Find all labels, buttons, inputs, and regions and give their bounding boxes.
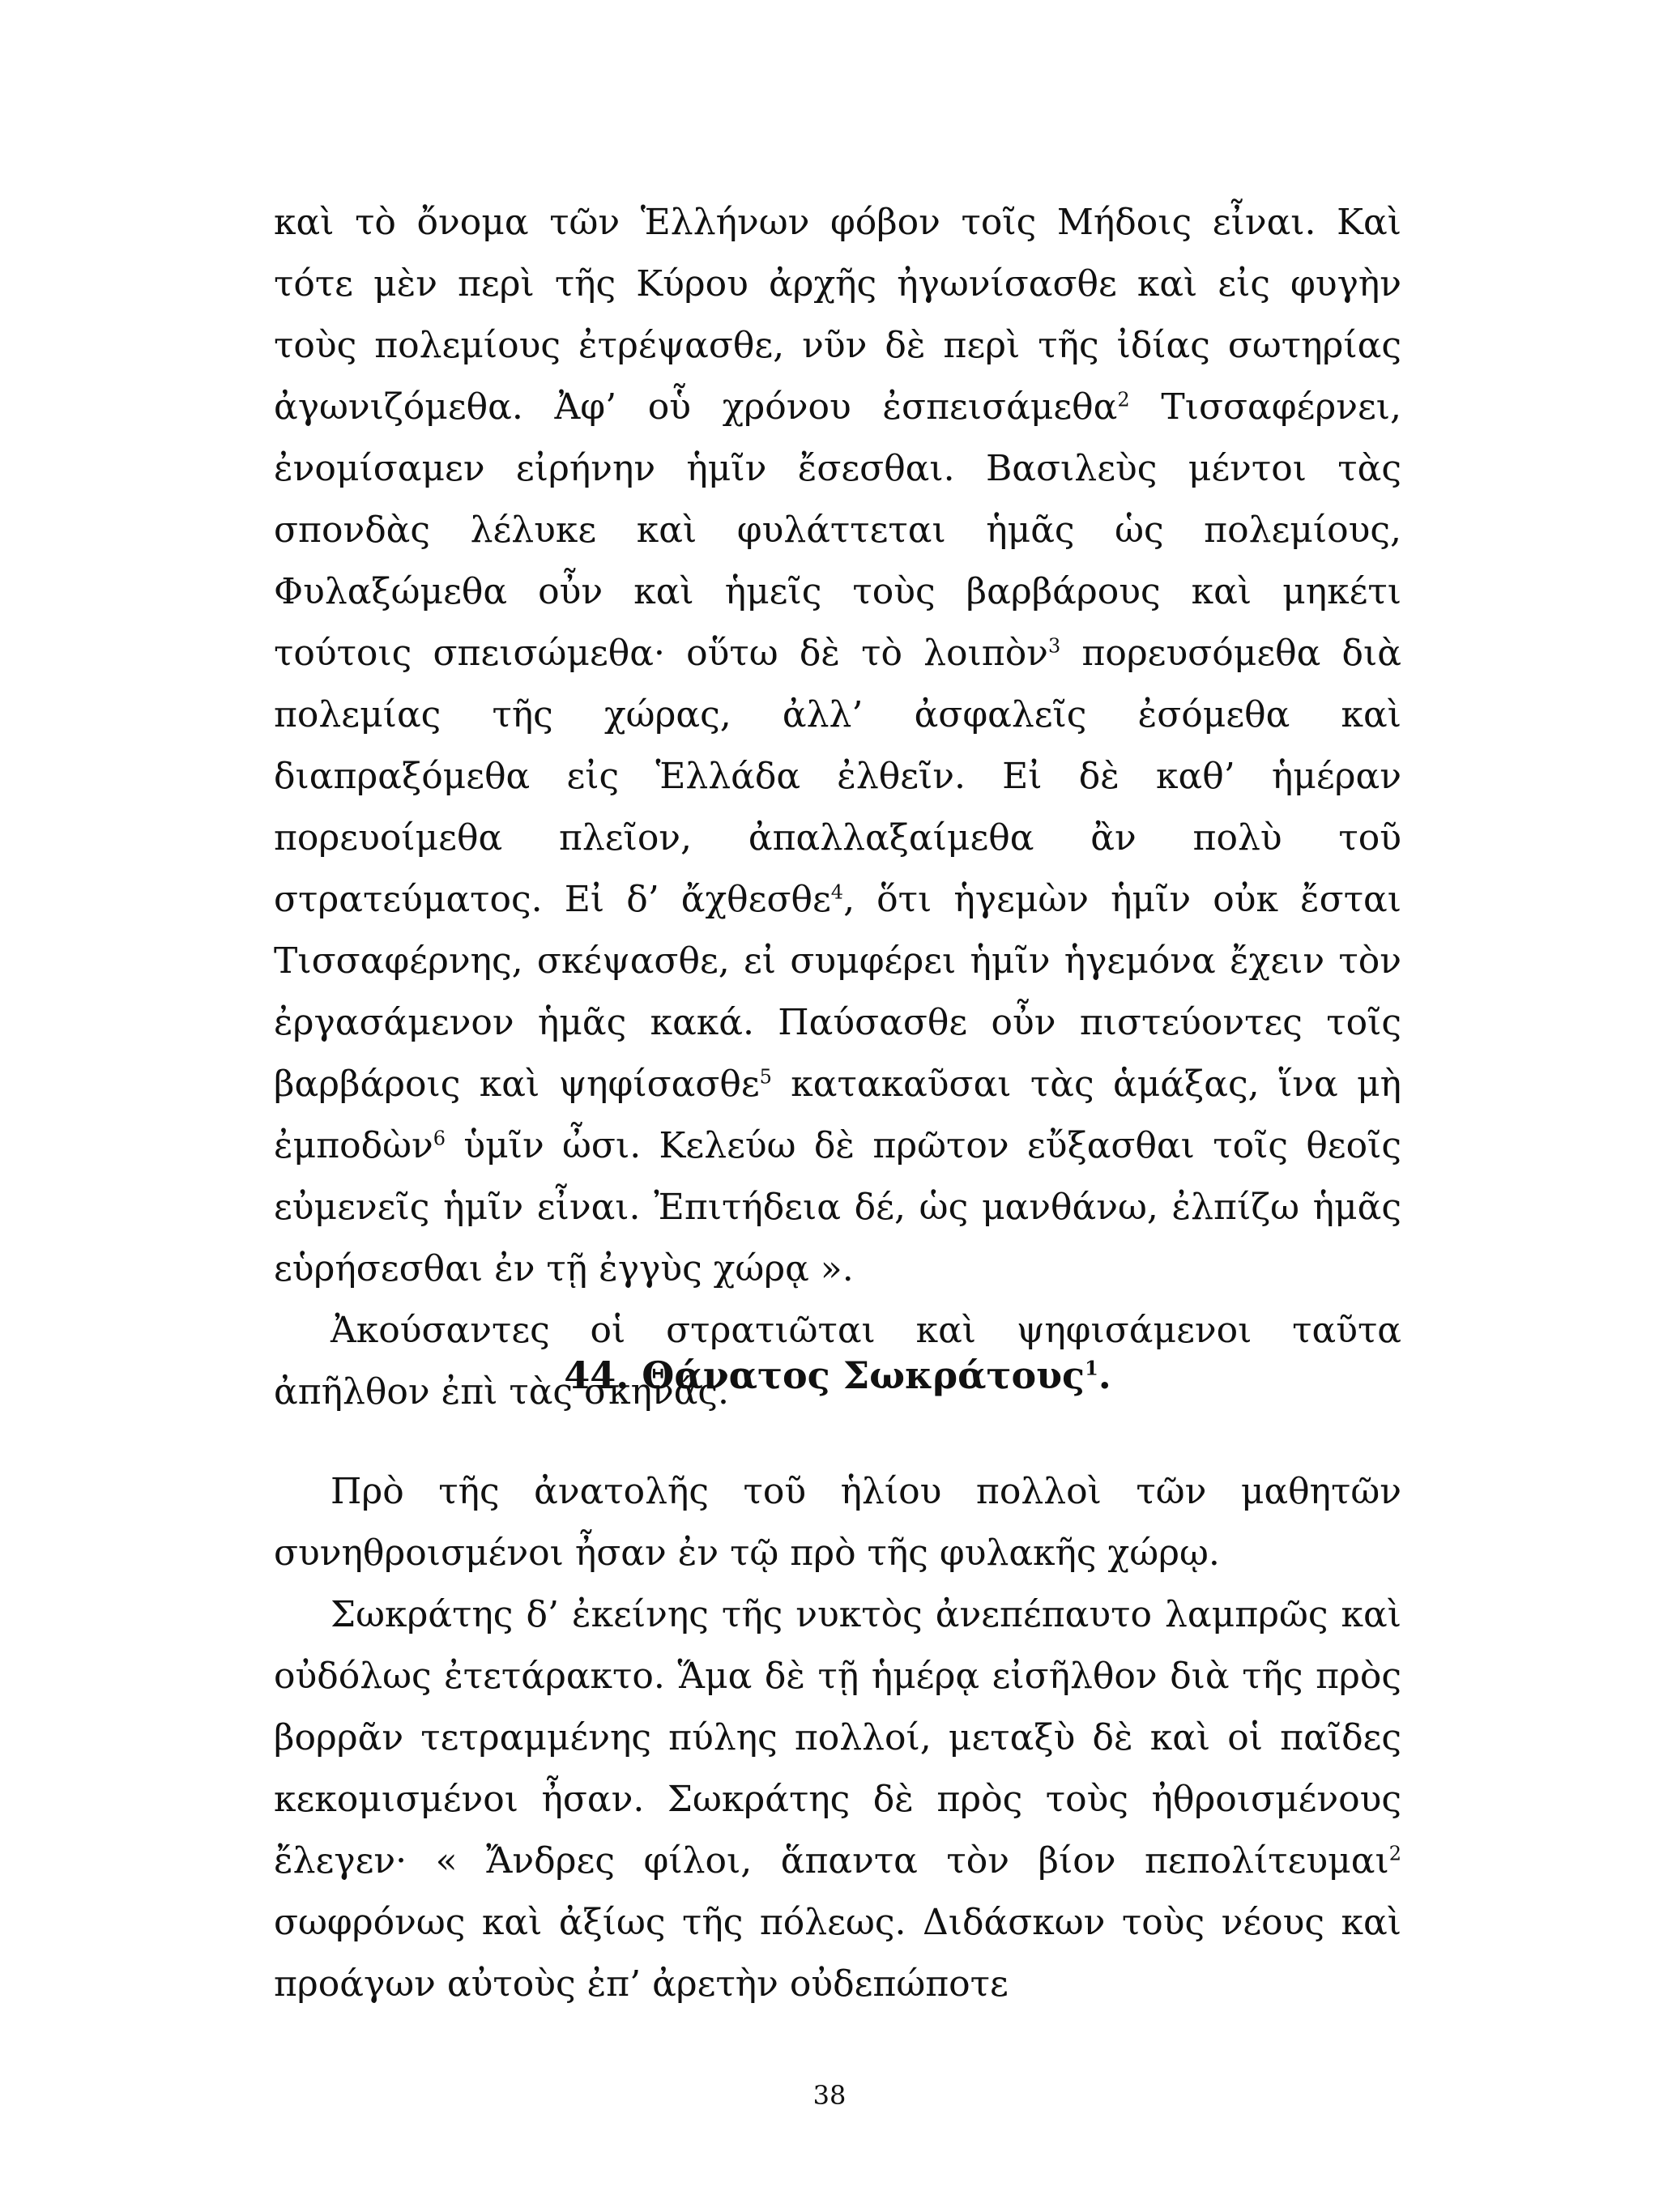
soldiers-paragraph: Ἀκούσαντες οἱ στρατιῶται καὶ ψηφισάμενοι ταῦτα ἀπῆλθον ἐπὶ τὰς σκηνάς. bbox=[274, 1310, 1401, 1413]
footnote-mark: 2 bbox=[1388, 1842, 1401, 1865]
section-title-end: . bbox=[1098, 1353, 1111, 1397]
footnote-mark: 2 bbox=[1117, 388, 1130, 411]
section-title-text: 44. Θάνατος Σωκράτους bbox=[564, 1353, 1085, 1397]
footnote-mark: 1 bbox=[1085, 1356, 1098, 1380]
footnote-mark: 5 bbox=[759, 1065, 772, 1089]
text-run: καὶ τὸ ὄνομα τῶν Ἑλλήνων φόβον τοῖς Μήδοις εἶναι. Καὶ τότε μὲν περὶ τῆς Κύρου ἀρχῆς ἠγωνίσασθε καὶ εἰς φυγὴν τοὺς πολεμίους ἐτρέψασθε, νῦν δὲ περὶ τῆς ἰδίας σωτηρίας ἀγωνιζόμεθα. Ἀφ’ οὗ χρόνου ἐσπεισάμεθα bbox=[274, 202, 1401, 428]
footnote-mark: 4 bbox=[830, 880, 844, 904]
text-run: σωφρόνως καὶ ἀξίως τῆς πόλεως. Διδάσκων τοὺς νέους καὶ προάγων αὐτοὺς ἐπ’ ἀρετὴν οὐδεπώποτε bbox=[274, 1902, 1401, 2005]
text-run: Τισσαφέρνει, ἐνομίσαμεν εἰρήνην ἡμῖν ἔσεσθαι. Βασιλεὺς μέντοι τὰς σπονδὰς λέλυκε καὶ φυλάττεται ἡμᾶς ὡς πολεμίους, Φυλαξώμεθα οὖν καὶ ἡμεῖς τοὺς βαρβάρους καὶ μηκέτι τούτοις σπεισώμεθα· οὕτω δὲ τὸ λοιπὸν bbox=[274, 386, 1401, 674]
footnote-mark: 3 bbox=[1047, 634, 1061, 658]
text-run: Σωκράτης δ’ ἐκείνης τῆς νυκτὸς ἀνεπέπαυτο λαμπρῶς καὶ οὐδόλως ἐτετάρακτο. Ἅμα δὲ τῇ ἡμέρᾳ εἰσῆλθον διὰ τῆς πρὸς βορρᾶν τετραμμένης πύλης πολλοί, μεταξὺ δὲ καὶ οἱ παῖδες κεκομισμένοι ἦσαν. Σωκράτης δὲ πρὸς τοὺς ἠθροισμένους ἔλεγεν· « Ἄνδρες φίλοι, ἅπαντα τὸν βίον πεπολίτευμαι bbox=[274, 1594, 1401, 1882]
socrates-paragraph bbox=[274, 1584, 1401, 2015]
text-run: κατακαῦσαι τὰς ἁμάξας, ἵνα μὴ ἐμποδὼν bbox=[274, 1063, 1401, 1166]
page-number: 38 bbox=[812, 2080, 847, 2111]
text-run: πορευσόμεθα διὰ πολεμίας τῆς χώρας, ἀλλ’ ἀσφαλεῖς ἐσόμεθα καὶ διαπραξόμεθα εἰς Ἑλλάδα ἐλθεῖν. Εἰ δὲ καθ’ ἡμέραν πορευοίμεθα πλεῖον, ἀπαλλαξαίμεθα ἂν πολὺ τοῦ στρατεύματος. Εἰ δ’ ἄχθεσθε bbox=[274, 633, 1401, 920]
footnote-mark: 6 bbox=[433, 1127, 446, 1150]
section-heading bbox=[274, 1345, 1401, 1406]
text-run: ὑμῖν ὦσι. Κελεύω δὲ πρῶτον εὔξασθαι τοῖς θεοῖς εὐμενεῖς ἡμῖν εἶναι. Ἐπιτήδεια δέ, ὡς μανθάνω, ἐλπίζω ἡμᾶς εὑρήσεσθαι ἐν τῇ ἐγγὺς χώρᾳ ». bbox=[274, 1125, 1401, 1289]
disciples-paragraph: Πρὸ τῆς ἀνατολῆς τοῦ ἡλίου πολλοὶ τῶν μαθητῶν συνηθροισμένοι ἦσαν ἐν τῷ πρὸ τῆς φυλακῆς χώρῳ. bbox=[274, 1471, 1401, 1574]
top-text-block bbox=[274, 192, 1401, 1423]
text-run: , ὅτι ἡγεμὼν ἡμῖν οὐκ ἔσται Τισσαφέρνης, σκέψασθε, εἰ συμφέρει ἡμῖν ἡγεμόνα ἔχειν τὸν ἐργασάμενον ἡμᾶς κακά. Παύσασθε οὖν πιστεύοντες τοῖς βαρβάροις καὶ ψηφίσασθε bbox=[274, 879, 1402, 1105]
speech-paragraph bbox=[274, 192, 1401, 1300]
bottom-text-block bbox=[274, 1461, 1401, 2015]
